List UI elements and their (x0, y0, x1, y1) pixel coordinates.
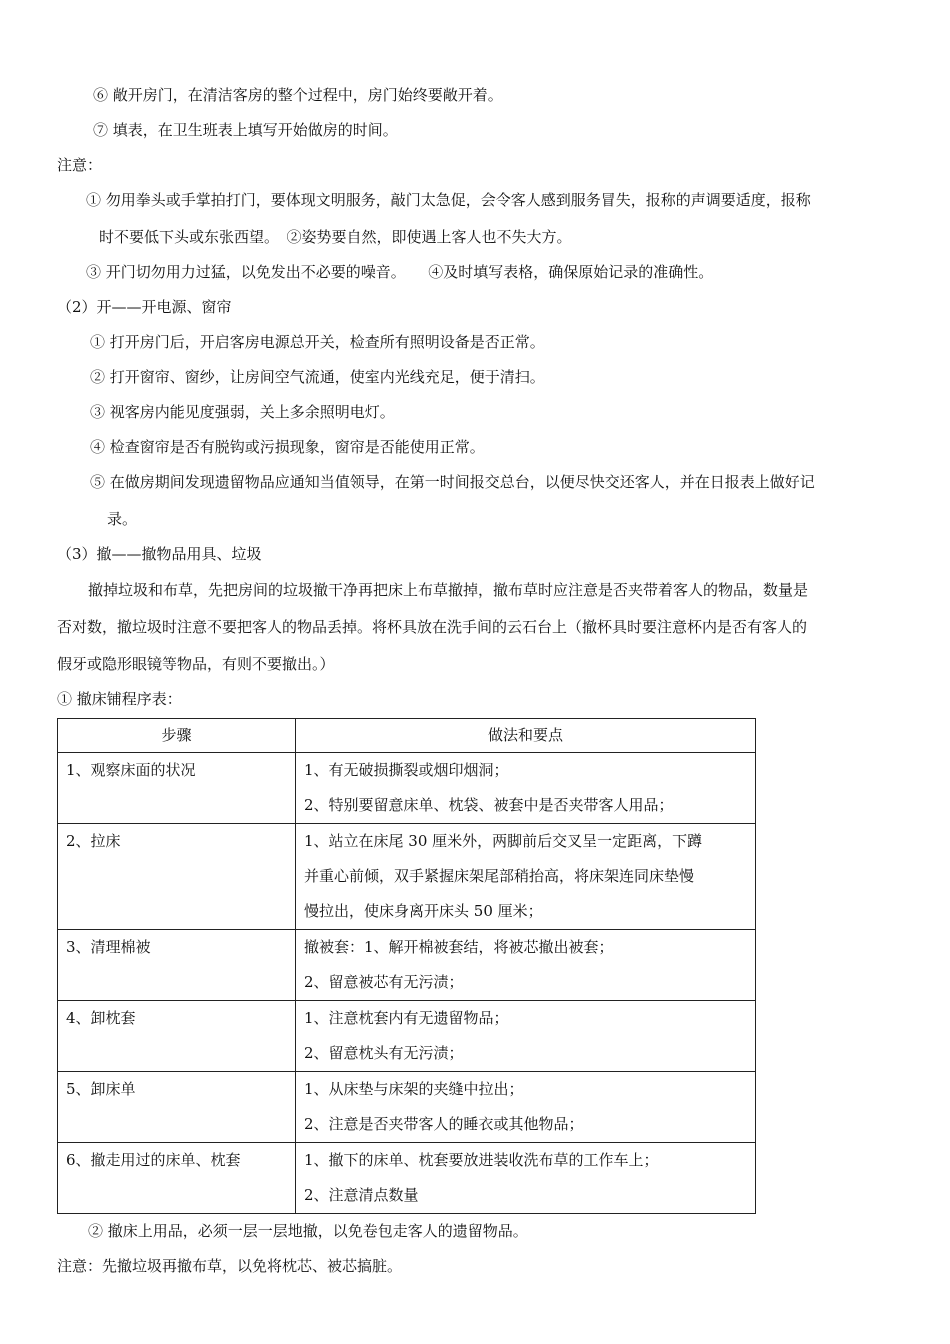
table-row (58, 1072, 756, 1143)
paragraph-line: 假牙或隐形眼镜等物品，有则不要撤出。） (57, 655, 335, 673)
text-line: ⑤ 在做房期间发现遗留物品应通知当值领导，在第一时间报交总台，以便尽快交还客人，并在日报表上做好记 (90, 473, 815, 491)
text-line: ① 打开房门后，开启客房电源总开关，检查所有照明设备是否正常。 (90, 333, 545, 351)
paragraph-line: 撤掉垃圾和布草，先把房间的垃圾撤干净再把床上布草撤掉，撤布草时应注意是否夹带着客人的物品，数量是 (88, 581, 809, 599)
step-cell: 6、撤走用过的床单、枕套 (58, 1143, 296, 1214)
points-cell: 撤被套：1、解开棉被套结，将被芯撤出被套； 2、留意被芯有无污渍； (296, 930, 756, 1001)
column-header: 步骤 (58, 719, 296, 753)
text-line: 录。 (107, 510, 138, 528)
table-caption: ① 撤床铺程序表： (57, 690, 182, 708)
table-row (58, 753, 756, 824)
bed-stripping-procedure-table (57, 718, 756, 1214)
text-line: ② 撤床上用品，必须一层一层地撤，以免卷包走客人的遗留物品。 (88, 1222, 528, 1240)
step-cell: 5、卸床单 (58, 1072, 296, 1143)
table-row (58, 1143, 756, 1214)
note-line: 注意：先撤垃圾再撤布草，以免将枕芯、被芯搞脏。 (57, 1257, 403, 1275)
step-cell: 1、观察床面的状况 (58, 753, 296, 824)
step-cell: 2、拉床 (58, 824, 296, 930)
section-heading: （3）撤——撤物品用具、垃圾 (57, 545, 262, 563)
step-cell: 4、卸枕套 (58, 1001, 296, 1072)
table-header-row (58, 719, 756, 753)
paragraph-line: 否对数，撤垃圾时注意不要把客人的物品丢掉。将杯具放在洗手间的云石台上（撤杯具时要注意杯内是否有客人的 (57, 618, 808, 636)
points-cell: 1、站立在床尾 30 厘米外，两脚前后交叉呈一定距离，下蹲 并重心前倾，双手紧握床架尾部稍抬高，将床架连同床垫慢 慢拉出，使床身离开床头 50 厘米； (296, 824, 756, 930)
table-row (58, 1001, 756, 1072)
text-line: ③ 开门切勿用力过猛，以免发出不必要的噪音。 ④及时填写表格，确保原始记录的准确性。 (86, 263, 714, 281)
text-line: ① 勿用拳头或手掌拍打门，要体现文明服务，敲门太急促，会令客人感到服务冒失，报称的声调要适度，报称 (86, 191, 811, 209)
note-heading: 注意： (57, 156, 103, 174)
text-line: 时不要低下头或东张西望。 ②姿势要自然，即使遇上客人也不失大方。 (99, 228, 572, 246)
text-line: ⑦ 填表，在卫生班表上填写开始做房的时间。 (93, 121, 398, 139)
text-line: ⑥ 敞开房门，在清洁客房的整个过程中，房门始终要敞开着。 (93, 86, 503, 104)
text-line: ③ 视客房内能见度强弱，关上多余照明电灯。 (90, 403, 395, 421)
column-header: 做法和要点 (296, 719, 756, 753)
table-row (58, 930, 756, 1001)
step-cell: 3、清理棉被 (58, 930, 296, 1001)
text-line: ② 打开窗帘、窗纱，让房间空气流通，使室内光线充足，便于清扫。 (90, 368, 545, 386)
section-heading: （2）开——开电源、窗帘 (57, 298, 232, 316)
text-line: ④ 检查窗帘是否有脱钩或污损现象，窗帘是否能使用正常。 (90, 438, 485, 456)
points-cell: 1、注意枕套内有无遗留物品； 2、留意枕头有无污渍； (296, 1001, 756, 1072)
table-row (58, 824, 756, 930)
points-cell: 1、有无破损撕裂或烟印烟洞； 2、特别要留意床单、枕袋、被套中是否夹带客人用品； (296, 753, 756, 824)
points-cell: 1、从床垫与床架的夹缝中拉出； 2、注意是否夹带客人的睡衣或其他物品； (296, 1072, 756, 1143)
points-cell: 1、撤下的床单、枕套要放进装收洗布草的工作车上； 2、注意清点数量 (296, 1143, 756, 1214)
